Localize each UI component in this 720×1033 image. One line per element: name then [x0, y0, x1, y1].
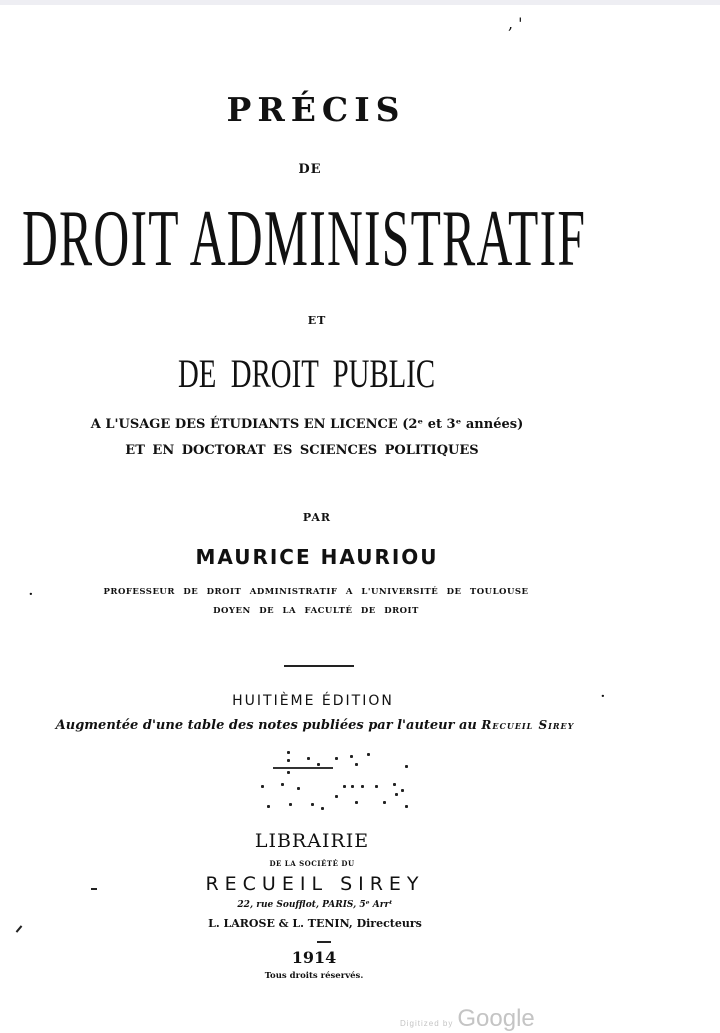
audience-line-2: ET EN DOCTORAT ES SCIENCES POLITIQUES	[125, 443, 479, 458]
title-droit-administratif: DROIT ADMINISTRATIF	[22, 195, 587, 283]
author-name: MAURICE HAURIOU	[195, 545, 439, 569]
author-title-1: PROFESSEUR DE DROIT ADMINISTRATIF A L'UNIVERSITÉ DE TOULOUSE	[103, 587, 529, 597]
short-rule	[317, 941, 331, 943]
publisher-de-la-societe: DE LA SOCIÉTÉ DU	[269, 859, 355, 868]
edition-note	[0, 718, 630, 733]
divider-rule	[284, 665, 354, 667]
by-label: PAR	[302, 511, 332, 524]
printers-ornament	[255, 745, 415, 810]
title-precis: PRÉCIS	[226, 90, 406, 129]
scan-dot-left: ·	[28, 584, 34, 605]
publisher-directors: L. LAROSE & L. TENIN, Directeurs	[208, 917, 422, 930]
top-strip	[0, 0, 720, 5]
audience-line-1: A L'USAGE DES ÉTUDIANTS EN LICENCE (2ᵉ et 3ᵉ années)	[90, 417, 524, 432]
edition-note-text: Augmentée d'une table des notes publiées par l'auteur au	[55, 718, 482, 733]
publication-year: 1914	[291, 948, 337, 967]
scan-dot-right: ·	[600, 686, 606, 707]
author-title-2: DOYEN DE LA FACULTÉ DE DROIT	[213, 606, 419, 616]
title-de-droit-public: DE DROIT PUBLIC	[178, 351, 436, 396]
scan-mark-top-right: , '	[508, 14, 523, 33]
publisher-recueil-sirey: RECUEIL SIREY	[205, 873, 425, 895]
edition-note-recueil: Recueil Sirey	[481, 718, 575, 732]
google-logo-text: Google	[457, 1005, 535, 1032]
edition-label: HUITIÈME ÉDITION	[232, 693, 394, 709]
title-de: DE	[298, 162, 322, 177]
google-watermark	[400, 1005, 535, 1033]
publisher-address: 22, rue Soufflot, PARIS, 5ᵉ Arrᵗ	[237, 900, 393, 910]
title-et: ET	[307, 314, 327, 327]
publisher-librairie: LIBRAIRIE	[254, 830, 370, 852]
watermark-prefix: Digitized by	[400, 1019, 454, 1028]
rights-notice: Tous droits réservés.	[264, 971, 364, 981]
